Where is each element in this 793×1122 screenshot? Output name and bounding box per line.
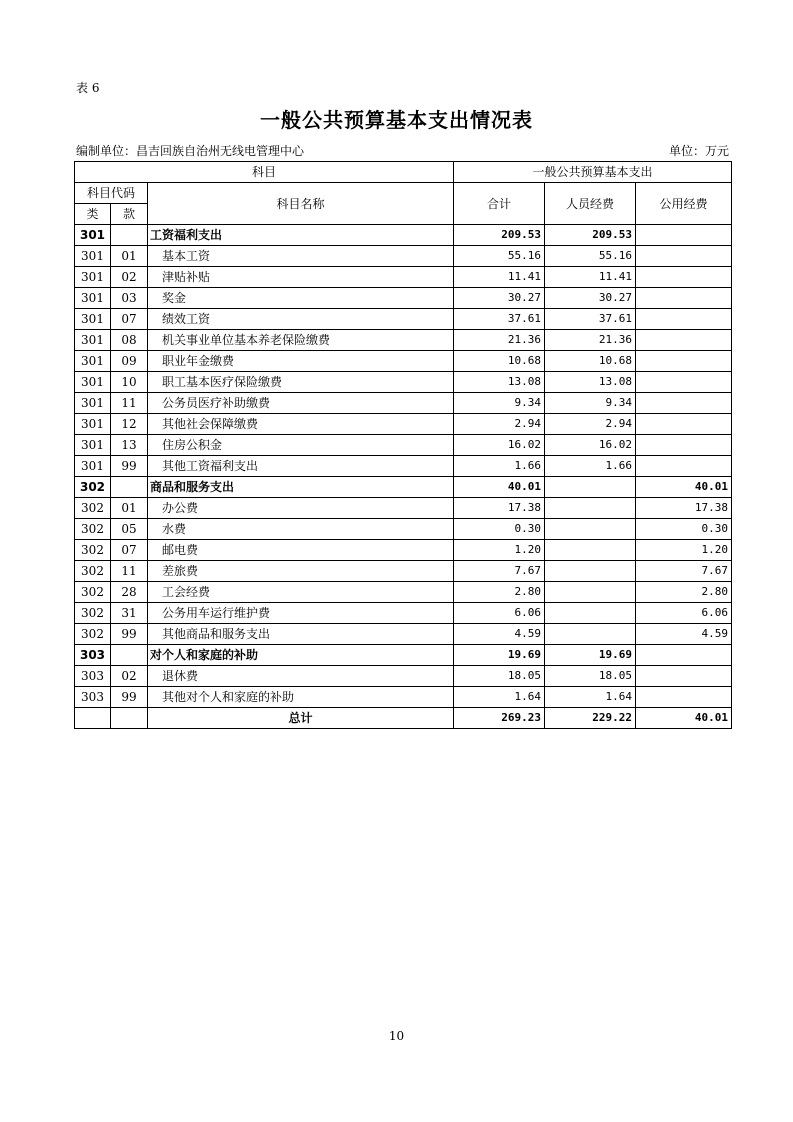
- class-cell: 302: [75, 477, 111, 498]
- class-cell: 301: [75, 309, 111, 330]
- header-row-2: [75, 183, 732, 204]
- personnel-cell: [545, 603, 636, 624]
- item-cell: 09: [111, 351, 148, 372]
- personnel-cell: [545, 540, 636, 561]
- table-row: [75, 246, 732, 267]
- class-cell: 302: [75, 624, 111, 645]
- public-cell: [636, 309, 732, 330]
- table-row: [75, 288, 732, 309]
- total-cell: 1.64: [454, 687, 545, 708]
- total-cell: 7.67: [454, 561, 545, 582]
- item-cell: 02: [111, 666, 148, 687]
- table-row: [75, 561, 732, 582]
- total-cell: 10.68: [454, 351, 545, 372]
- personnel-cell: 10.68: [545, 351, 636, 372]
- table-group-row: [75, 477, 732, 498]
- unit-label: 单位：万元: [668, 144, 729, 158]
- totals-personnel: 229.22: [545, 708, 636, 729]
- public-cell: 1.20: [636, 540, 732, 561]
- header-item: 款: [111, 204, 148, 225]
- class-cell: 303: [75, 666, 111, 687]
- public-cell: 6.06: [636, 603, 732, 624]
- public-cell: 17.38: [636, 498, 732, 519]
- item-cell: 10: [111, 372, 148, 393]
- class-cell: 303: [75, 687, 111, 708]
- totals-label: 总计: [148, 708, 454, 729]
- public-cell: [636, 351, 732, 372]
- table-row: [75, 372, 732, 393]
- personnel-cell: 209.53: [545, 225, 636, 246]
- total-cell: 30.27: [454, 288, 545, 309]
- item-cell: 11: [111, 393, 148, 414]
- item-cell: 99: [111, 624, 148, 645]
- item-cell: 99: [111, 456, 148, 477]
- item-cell: 07: [111, 309, 148, 330]
- header-row-1: [75, 162, 732, 183]
- table-row: [75, 330, 732, 351]
- item-cell: 31: [111, 603, 148, 624]
- class-cell: 301: [75, 288, 111, 309]
- name-cell: 职工基本医疗保险缴费: [148, 372, 454, 393]
- class-cell: 303: [75, 645, 111, 666]
- total-cell: 2.80: [454, 582, 545, 603]
- item-cell: 08: [111, 330, 148, 351]
- name-cell: 职业年金缴费: [148, 351, 454, 372]
- item-cell: 99: [111, 687, 148, 708]
- personnel-cell: 9.34: [545, 393, 636, 414]
- organization-label: 编制单位：昌吉回族自治州无线电管理中心: [76, 144, 305, 158]
- public-cell: 2.80: [636, 582, 732, 603]
- personnel-cell: 1.66: [545, 456, 636, 477]
- personnel-cell: [545, 624, 636, 645]
- total-cell: 1.20: [454, 540, 545, 561]
- item-cell: 05: [111, 519, 148, 540]
- header-total: 合计: [454, 183, 545, 225]
- class-cell: 301: [75, 330, 111, 351]
- table-row: [75, 687, 732, 708]
- name-cell: 公务员医疗补助缴费: [148, 393, 454, 414]
- table-row: [75, 435, 732, 456]
- document-title: 一般公共预算基本支出情况表: [260, 108, 533, 132]
- name-cell: 其他对个人和家庭的补助: [148, 687, 454, 708]
- table-row: [75, 456, 732, 477]
- item-cell: 02: [111, 267, 148, 288]
- table-row: [75, 393, 732, 414]
- personnel-cell: 16.02: [545, 435, 636, 456]
- public-cell: 4.59: [636, 624, 732, 645]
- personnel-cell: 1.64: [545, 687, 636, 708]
- name-cell: 工会经费: [148, 582, 454, 603]
- name-cell: 其他工资福利支出: [148, 456, 454, 477]
- personnel-cell: 2.94: [545, 414, 636, 435]
- public-cell: [636, 414, 732, 435]
- class-cell: 302: [75, 540, 111, 561]
- table-row: [75, 519, 732, 540]
- class-cell: 302: [75, 603, 111, 624]
- total-cell: 19.69: [454, 645, 545, 666]
- total-cell: 11.41: [454, 267, 545, 288]
- item-cell: 11: [111, 561, 148, 582]
- table-group-row: [75, 225, 732, 246]
- name-cell: 退休费: [148, 666, 454, 687]
- class-cell: 301: [75, 246, 111, 267]
- public-cell: [636, 393, 732, 414]
- name-cell: 工资福利支出: [148, 225, 454, 246]
- class-cell: 302: [75, 582, 111, 603]
- personnel-cell: 19.69: [545, 645, 636, 666]
- total-item-cell: [111, 708, 148, 729]
- header-personnel: 人员经费: [545, 183, 636, 225]
- personnel-cell: [545, 477, 636, 498]
- public-cell: [636, 288, 732, 309]
- table-group-row: [75, 645, 732, 666]
- personnel-cell: [545, 561, 636, 582]
- name-cell: 基本工资: [148, 246, 454, 267]
- class-cell: 301: [75, 435, 111, 456]
- class-cell: 301: [75, 267, 111, 288]
- name-cell: 津贴补贴: [148, 267, 454, 288]
- public-cell: [636, 456, 732, 477]
- header-name: 科目名称: [148, 183, 454, 225]
- public-cell: [636, 687, 732, 708]
- name-cell: 机关事业单位基本养老保险缴费: [148, 330, 454, 351]
- header-public: 公用经费: [636, 183, 732, 225]
- total-cell: 0.30: [454, 519, 545, 540]
- personnel-cell: 37.61: [545, 309, 636, 330]
- total-cell: 37.61: [454, 309, 545, 330]
- name-cell: 公务用车运行维护费: [148, 603, 454, 624]
- personnel-cell: 55.16: [545, 246, 636, 267]
- name-cell: 水费: [148, 519, 454, 540]
- name-cell: 其他商品和服务支出: [148, 624, 454, 645]
- personnel-cell: [545, 582, 636, 603]
- table-row: [75, 666, 732, 687]
- personnel-cell: 30.27: [545, 288, 636, 309]
- name-cell: 邮电费: [148, 540, 454, 561]
- class-cell: 301: [75, 372, 111, 393]
- header-expenditure-group: 一般公共预算基本支出: [454, 162, 732, 183]
- name-cell: 奖金: [148, 288, 454, 309]
- table-row: [75, 498, 732, 519]
- table-row: [75, 582, 732, 603]
- item-cell: 03: [111, 288, 148, 309]
- name-cell: 办公费: [148, 498, 454, 519]
- personnel-cell: [545, 519, 636, 540]
- totals-total: 269.23: [454, 708, 545, 729]
- header-subject: 科目: [75, 162, 454, 183]
- table-row: [75, 540, 732, 561]
- class-cell: 301: [75, 393, 111, 414]
- public-cell: 0.30: [636, 519, 732, 540]
- total-cell: 40.01: [454, 477, 545, 498]
- header-class: 类: [75, 204, 111, 225]
- total-cell: 16.02: [454, 435, 545, 456]
- table-row: [75, 351, 732, 372]
- table-row: [75, 603, 732, 624]
- totals-row: [75, 708, 732, 729]
- item-cell: 28: [111, 582, 148, 603]
- item-cell: [111, 225, 148, 246]
- name-cell: 差旅费: [148, 561, 454, 582]
- public-cell: [636, 666, 732, 687]
- public-cell: [636, 372, 732, 393]
- personnel-cell: 18.05: [545, 666, 636, 687]
- table-number: 表 6: [76, 81, 100, 95]
- class-cell: 301: [75, 225, 111, 246]
- total-cell: 18.05: [454, 666, 545, 687]
- personnel-cell: 13.08: [545, 372, 636, 393]
- budget-table: [74, 161, 732, 729]
- item-cell: 13: [111, 435, 148, 456]
- page-number: 10: [388, 1029, 405, 1043]
- header-code: 科目代码: [75, 183, 148, 204]
- item-cell: 01: [111, 498, 148, 519]
- item-cell: 12: [111, 414, 148, 435]
- public-cell: [636, 267, 732, 288]
- total-cell: 9.34: [454, 393, 545, 414]
- table-row: [75, 624, 732, 645]
- class-cell: 301: [75, 351, 111, 372]
- total-cell: 55.16: [454, 246, 545, 267]
- total-cell: 2.94: [454, 414, 545, 435]
- personnel-cell: 11.41: [545, 267, 636, 288]
- public-cell: [636, 435, 732, 456]
- item-cell: 01: [111, 246, 148, 267]
- name-cell: 绩效工资: [148, 309, 454, 330]
- public-cell: [636, 225, 732, 246]
- total-cell: 17.38: [454, 498, 545, 519]
- item-cell: [111, 477, 148, 498]
- class-cell: 301: [75, 456, 111, 477]
- item-cell: 07: [111, 540, 148, 561]
- total-class-cell: [75, 708, 111, 729]
- total-cell: 209.53: [454, 225, 545, 246]
- item-cell: [111, 645, 148, 666]
- totals-public: 40.01: [636, 708, 732, 729]
- total-cell: 21.36: [454, 330, 545, 351]
- class-cell: 301: [75, 414, 111, 435]
- total-cell: 6.06: [454, 603, 545, 624]
- public-cell: [636, 645, 732, 666]
- name-cell: 对个人和家庭的补助: [148, 645, 454, 666]
- table-row: [75, 309, 732, 330]
- table-row: [75, 414, 732, 435]
- class-cell: 302: [75, 519, 111, 540]
- class-cell: 302: [75, 498, 111, 519]
- name-cell: 住房公积金: [148, 435, 454, 456]
- personnel-cell: [545, 498, 636, 519]
- class-cell: 302: [75, 561, 111, 582]
- public-cell: 40.01: [636, 477, 732, 498]
- total-cell: 1.66: [454, 456, 545, 477]
- personnel-cell: 21.36: [545, 330, 636, 351]
- public-cell: [636, 246, 732, 267]
- total-cell: 4.59: [454, 624, 545, 645]
- table-row: [75, 267, 732, 288]
- name-cell: 商品和服务支出: [148, 477, 454, 498]
- public-cell: 7.67: [636, 561, 732, 582]
- total-cell: 13.08: [454, 372, 545, 393]
- name-cell: 其他社会保障缴费: [148, 414, 454, 435]
- public-cell: [636, 330, 732, 351]
